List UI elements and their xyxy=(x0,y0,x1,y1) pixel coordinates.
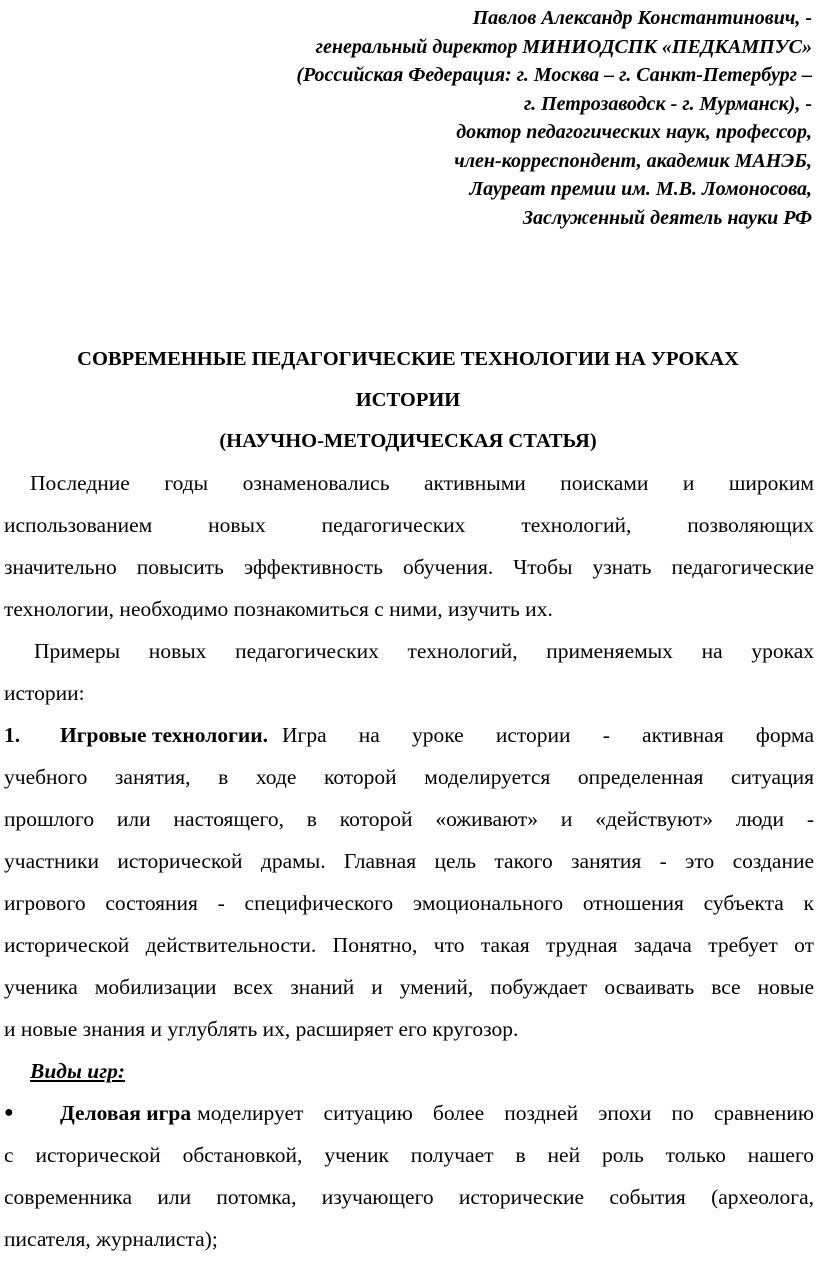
author-line: генеральный директор МИНИОДСПК «ПЕДКАМПУС» xyxy=(315,35,812,58)
list-item-heading: Игровые технологии. xyxy=(60,723,268,747)
list-item-text: Игра на уроке истории - активная форма xyxy=(281,723,814,747)
section-subheading xyxy=(4,1050,814,1092)
list-item-line: учебного занятия, в ходе которой моделируется определенная ситуация xyxy=(4,765,814,789)
article-title xyxy=(0,339,816,462)
author-line: член-корреспондент, академик МАНЭБ, xyxy=(454,149,812,172)
subheading-text: Виды игр: xyxy=(30,1059,126,1083)
author-line: Заслуженный деятель науки РФ xyxy=(522,206,812,229)
author-line: Лауреат премии им. М.В. Ломоносова, xyxy=(469,178,812,200)
article-body xyxy=(4,462,814,1260)
list-item-line: прошлого или настоящего, в которой «оживают» и «действуют» люди - xyxy=(4,807,814,831)
bullet-item-line: современника или потомка, изучающего исторические события (археолога, xyxy=(4,1185,814,1209)
bullet-text: моделирует ситуацию более поздней эпохи по сравнению xyxy=(197,1101,814,1125)
author-line: Павлов Александр Константинович, - xyxy=(472,7,812,29)
paragraph-line: Последние годы ознаменовались активными поисками и широким xyxy=(30,471,814,495)
author-line: доктор педагогических наук, профессор, xyxy=(456,121,812,143)
list-item-line: и новые знания и углублять их, расширяет его кругозор. xyxy=(4,1017,519,1041)
title-line: ИСТОРИИ xyxy=(355,389,461,411)
author-info xyxy=(0,4,812,232)
author-line: (Российская Федерация: г. Москва – г. Санкт-Петербург – xyxy=(296,64,812,86)
bullet-heading: Деловая игра xyxy=(60,1101,192,1125)
bullet-item-line xyxy=(4,1092,814,1134)
paragraph-line: технологии, необходимо познакомиться с ними, изучить их. xyxy=(4,597,553,621)
list-item-line: ученика мобилизации всех знаний и умений, побуждает осваивать все новые xyxy=(4,975,814,999)
list-item-line: исторической действительности. Понятно, что такая трудная задача требует от xyxy=(4,933,814,957)
list-item-line: участники исторической драмы. Главная цель такого занятия - это создание xyxy=(4,849,814,873)
bullet-icon: ● xyxy=(4,1104,14,1121)
paragraph-line: значительно повысить эффективность обучения. Чтобы узнать педагогические xyxy=(4,555,814,579)
title-line: СОВРЕМЕННЫЕ ПЕДАГОГИЧЕСКИЕ ТЕХНОЛОГИИ НА УРОКАХ xyxy=(77,348,739,370)
list-item-line xyxy=(4,714,814,756)
list-marker: 1. xyxy=(4,723,21,747)
bullet-item-line: с исторической обстановкой, ученик получает в ней роль только нашего xyxy=(4,1143,814,1167)
paragraph-line: истории: xyxy=(4,681,85,705)
paragraph-line: Примеры новых педагогических технологий, применяемых на уроках xyxy=(34,639,814,663)
author-line: г. Петрозаводск - г. Мурманск), - xyxy=(523,92,812,115)
bullet-item-line: писателя, журналиста); xyxy=(4,1227,218,1251)
article-type: (НАУЧНО-МЕТОДИЧЕСКАЯ СТАТЬЯ) xyxy=(219,430,597,452)
list-item-line: игрового состояния - специфического эмоционального отношения субъекта к xyxy=(4,891,814,915)
paragraph-line: использованием новых педагогических технологий, позволяющих xyxy=(4,513,814,537)
